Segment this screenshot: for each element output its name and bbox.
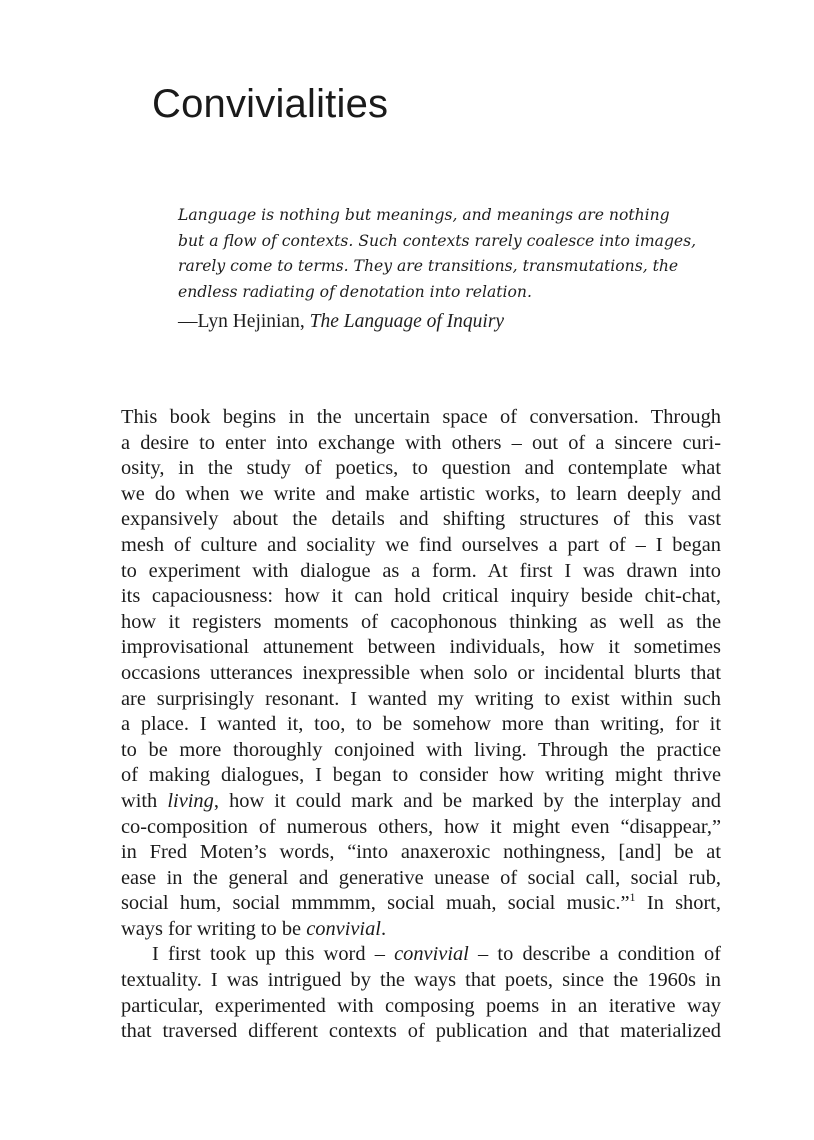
body-line: how it registers moments of cacophonous thinking as well as the: [121, 610, 721, 633]
line-rest: – to describe a condition of: [478, 943, 721, 966]
attribution-author: —Lyn Hejinian,: [178, 311, 310, 332]
epigraph-line: Language is nothing but meanings, and meanings are nothing: [178, 206, 670, 224]
body-line: a place. I wanted it, too, to be somehow more than writing, for it: [121, 713, 721, 736]
body-line: with living, how it could mark and be marked by the interplay and: [121, 789, 721, 812]
body-line: ease in the general and generative unease of social call, social rub,: [121, 866, 721, 889]
line-text: I first took up this word –: [152, 943, 385, 966]
epigraph-quote: [178, 203, 697, 305]
body-line: in Fred Moten’s words, “into anaxeroxic nothingness, [and] be at: [121, 841, 721, 864]
body-line: of making dialogues, I began to consider how writing might thrive: [121, 764, 721, 787]
body-line: to experiment with dialogue as a form. At first I was drawn into: [121, 559, 721, 582]
body-line: we do when we write and make artistic works, to learn deeply and: [121, 482, 721, 505]
body-line: This book begins in the uncertain space of conversation. Through: [121, 406, 721, 428]
emphasis-living: living: [167, 789, 214, 812]
body-line: occasions utterances inexpressible when solo or incidental blurts that: [121, 661, 721, 684]
epigraph-attribution: [178, 311, 504, 333]
body-line: osity, in the study of poetics, to question and contemplate what: [121, 457, 721, 480]
line-rest: how it could mark and be marked by the interplay and: [229, 789, 721, 812]
line-end: .: [380, 917, 387, 940]
body-line: that traversed different contexts of publication and that materialized: [121, 1020, 721, 1043]
body-line: textuality. I was intrigued by the ways that poets, since the 1960s in: [121, 969, 721, 992]
epigraph-line: but a flow of contexts. Such contexts rarely coalesce into images,: [178, 231, 697, 250]
body-line: improvisational attunement between individuals, how it sometimes: [121, 636, 721, 659]
body-line: co-composition of numerous others, how it might even “disappear,”: [121, 815, 721, 838]
line-text: ways for writing to be: [121, 917, 302, 940]
body-line: its capaciousness: how it can hold critical inquiry beside chit-chat,: [121, 585, 721, 608]
body-line: [121, 891, 721, 917]
emphasis-convivial: convivial: [394, 943, 469, 966]
emphasis-convivial: convivial: [306, 917, 381, 940]
line-prefix: with: [121, 789, 158, 812]
body-line: expansively about the details and shifting structures of this vast: [121, 508, 721, 531]
body-line: a desire to enter into exchange with others – out of a sincere curi-: [121, 431, 721, 454]
epigraph-line: endless radiating of denotation into relation.: [178, 282, 532, 301]
chapter-title: Convivialities: [152, 82, 389, 126]
body-line: particular, experimented with composing poems in an iterative way: [121, 994, 721, 1017]
attribution-work: The Language of Inquiry: [309, 311, 505, 332]
line-text: social hum, social mmmmm, social muah, social music.”: [121, 892, 630, 915]
body-text: [121, 405, 721, 1045]
line-rest: In short,: [635, 892, 722, 915]
footnote-marker[interactable]: 1: [629, 890, 636, 905]
epigraph-line: rarely come to terms. They are transitions, transmutations, the: [178, 257, 679, 275]
body-line: to be more thoroughly conjoined with living. Through the practice: [121, 738, 721, 761]
body-line: [121, 942, 721, 968]
body-line: are surprisingly resonant. I wanted my writing to exist within such: [121, 687, 721, 710]
body-line: mesh of culture and sociality we find ourselves a part of – I began: [121, 533, 721, 556]
epigraph: [178, 203, 697, 305]
body-line: [121, 917, 721, 943]
